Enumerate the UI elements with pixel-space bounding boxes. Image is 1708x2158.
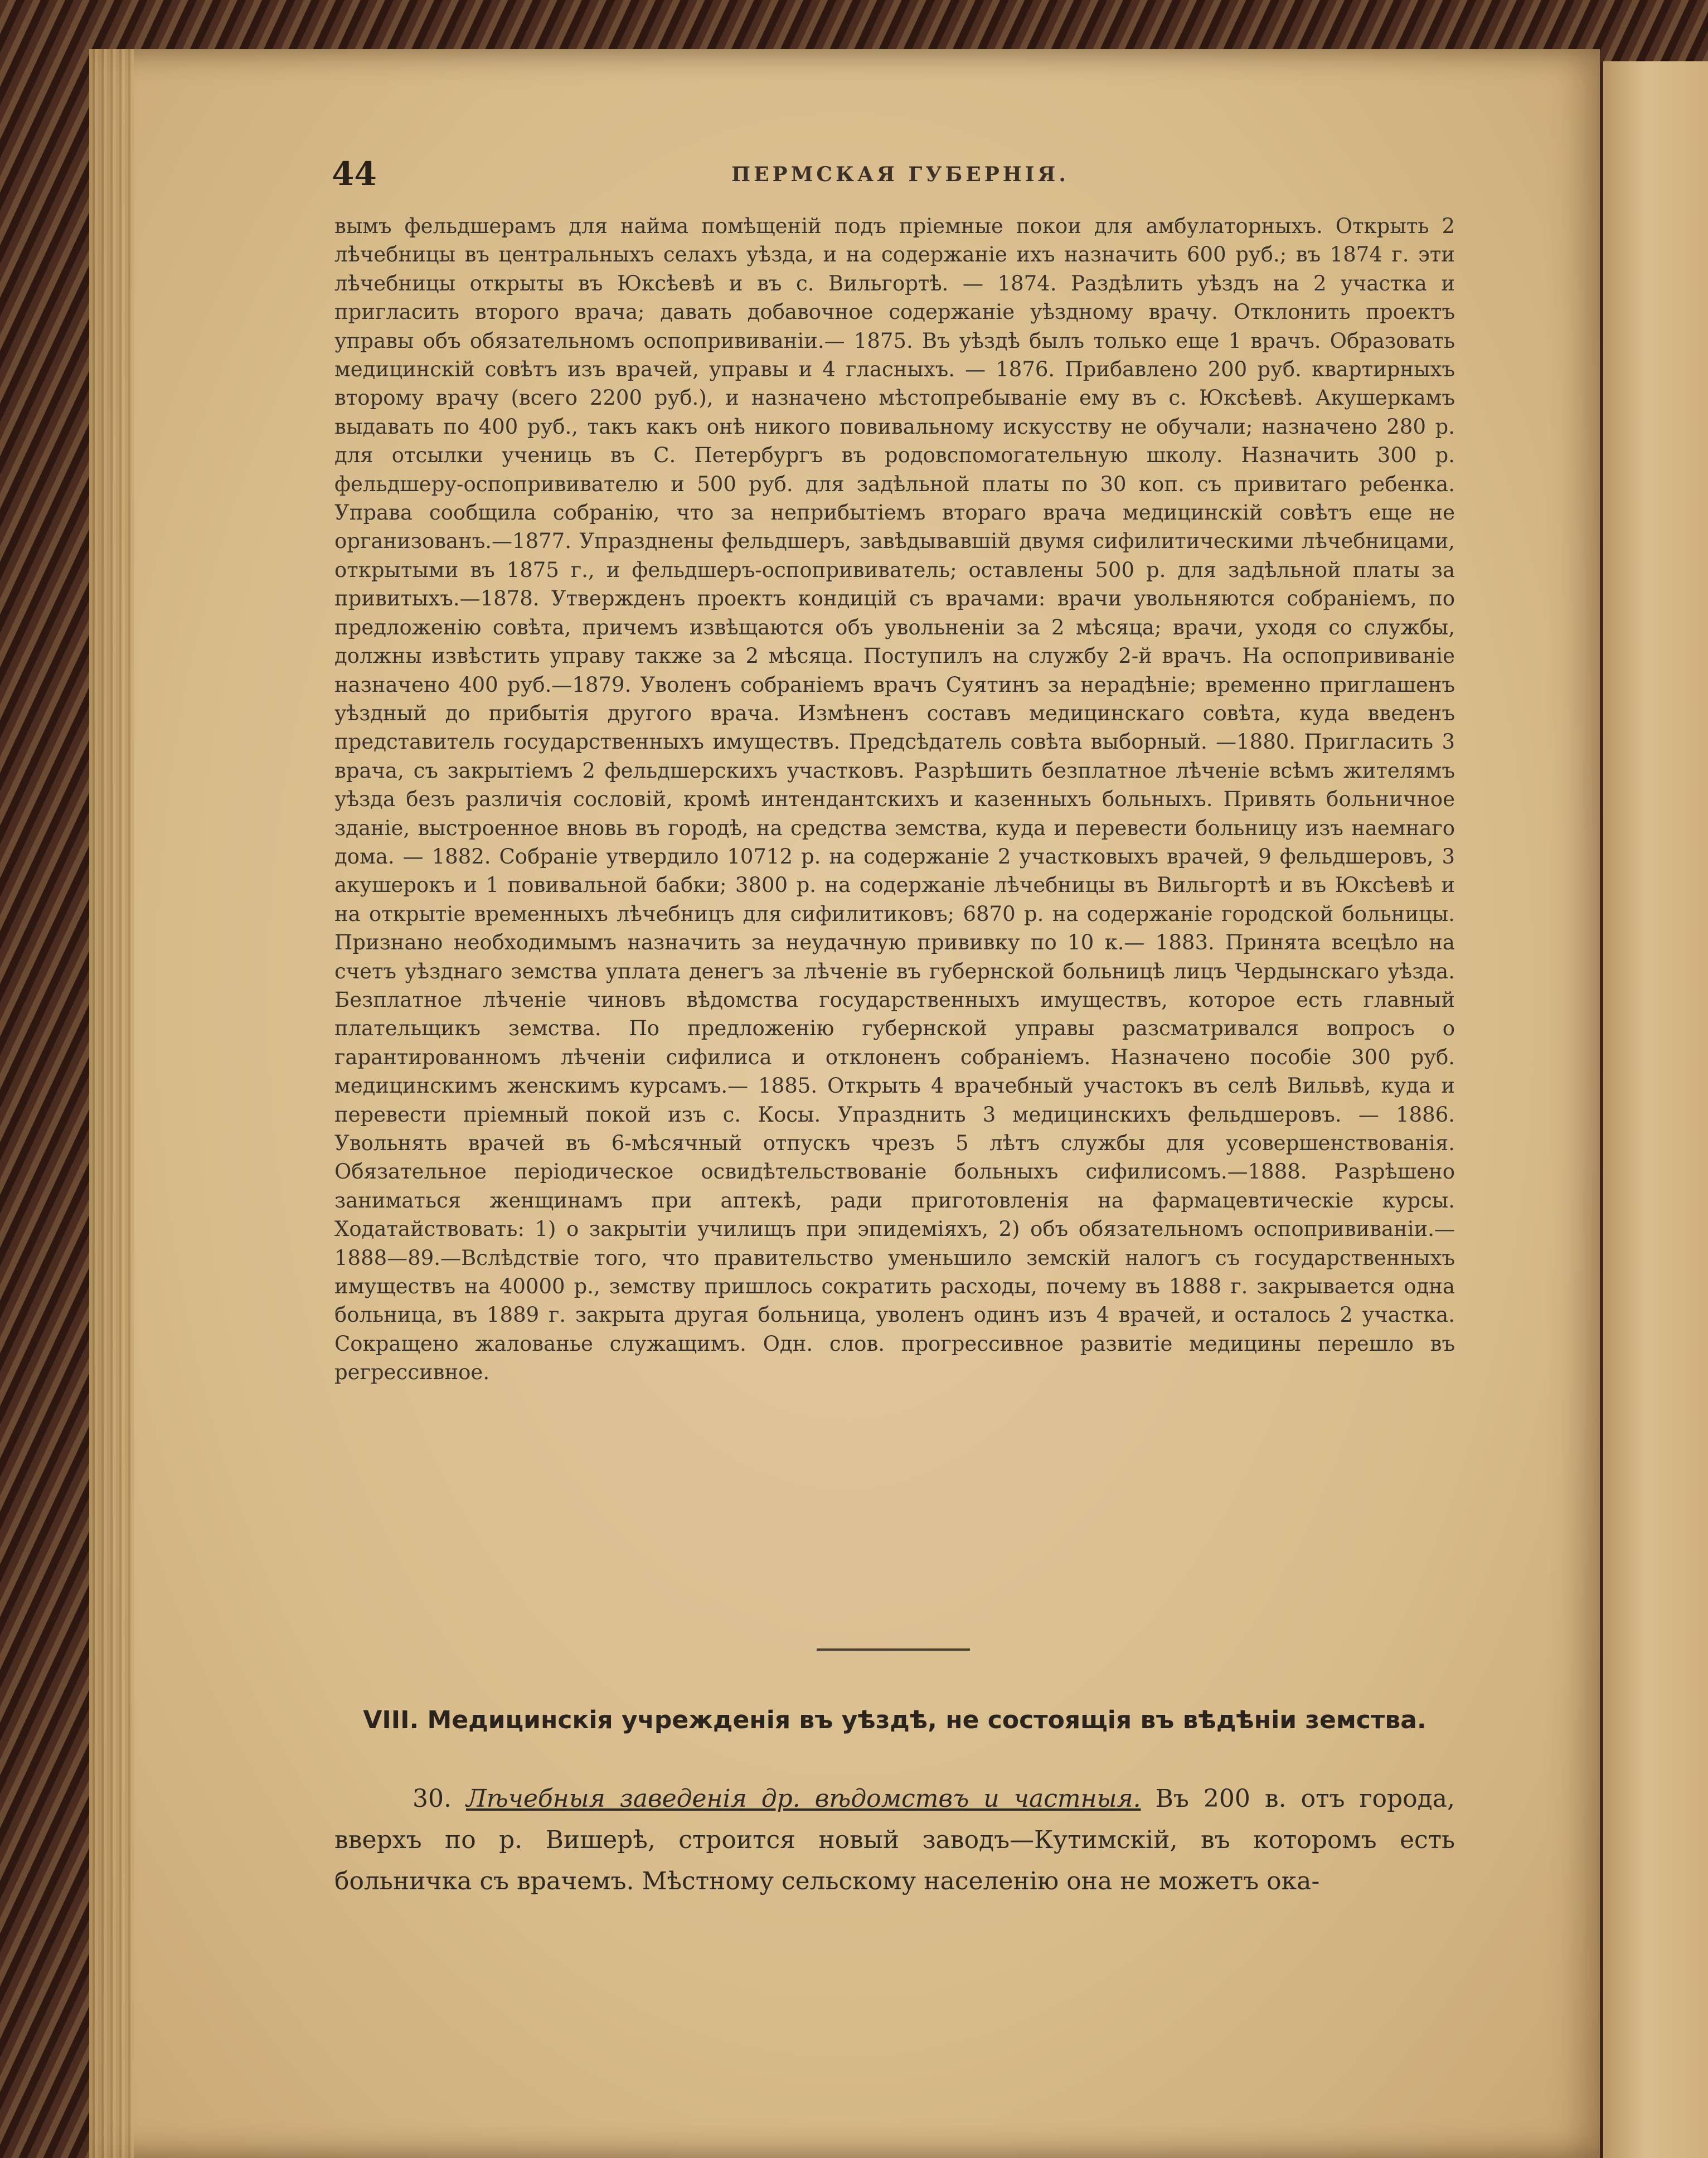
running-head: ПЕРМСКАЯ ГУБЕРНІЯ.: [731, 163, 1069, 186]
facing-page-edge: [1600, 61, 1708, 2158]
section-paragraph: [334, 1778, 1455, 1902]
section-text: Въ 200 в. отъ города, вверхъ по р. Вишерѣ, строится новый заводъ—Кутимскій, въ которомъ есть больничка съ врачемъ. Мѣстному сельскому населенію она не можетъ ока-: [334, 1784, 1455, 1895]
section-title: VIII. Медицинскія учрежденія въ уѣздѣ, не состоящія въ вѣдѣніи земства.: [363, 1706, 1426, 1734]
page-header: [332, 155, 1469, 200]
page-stack-edges: [89, 49, 134, 2158]
page-number: 44: [332, 155, 377, 193]
section-divider: [817, 1648, 970, 1651]
main-text-block: [334, 212, 1455, 1387]
section-italic-heading: Лѣчебныя заведенія др. вѣдомствъ и частныя.: [465, 1784, 1141, 1813]
section-body: [334, 1778, 1455, 1902]
section-number: 30.: [413, 1784, 452, 1813]
body-paragraph: вымъ фельдшерамъ для найма помѣщеній подъ пріемные покои для амбулаторныхъ. Открыть 2 лѣчебницы въ центральныхъ селахъ уѣзда, и на содержаніе ихъ назначить 600 руб.; въ 1874 г. эти лѣчебницы открыты въ Юксѣевѣ и въ с. Вильгортѣ. — 1874. Раздѣлить уѣздъ на 2 участка и пригласить второго врача; давать добавочное содержаніе уѣздному врачу. Отклонить проектъ управы объ обязательномъ оспопрививаніи.— 1875. Въ уѣздѣ былъ только еще 1 врачъ. Образовать медицинскій совѣтъ изъ врачей, управы и 4 гласныхъ. — 1876. Прибавлено 200 руб. квартирныхъ второму врачу (всего 2200 руб.), и назначено мѣстопребываніе ему въ с. Юксѣевѣ. Акушеркамъ выдавать по 400 руб., такъ какъ онѣ никого повивальному искусству не обучали; назначено 280 р. для отсылки учениць въ С. Петербургъ въ родовспомогательную школу. Назначить 300 р. фельдшеру-оспопрививателю и 500 руб. для задѣльной платы по 30 коп. съ привитаго ребенка. Управа сообщила собранію, что за неприбытіемъ втораго врача медицинскій совѣтъ еще не организованъ.—1877. Упразднены фельдшеръ, завѣдывавшій двумя сифилитическими лѣчебницами, открытыми въ 1875 г., и фельдшеръ-оспопрививатель; оставлены 500 р. для задѣльной платы за привитыхъ.—1878. Утвержденъ проектъ кондицій съ врачами: врачи увольняются собраніемъ, по предложенію совѣта, причемъ извѣщаются объ увольненіи за 2 мѣсяца; врачи, уходя со службы, должны извѣстить управу также за 2 мѣсяца. Поступилъ на службу 2-й врачъ. На оспопрививаніе назначено 400 руб.—1879. Уволенъ собраніемъ врачъ Суятинъ за нерадѣніе; временно приглашенъ уѣздный до прибытія другого врача. Измѣненъ составъ медицинскаго совѣта, куда введенъ представитель государственныхъ имуществъ. Предсѣдатель совѣта выборный. —1880. Пригласить 3 врача, съ закрытіемъ 2 фельдшерскихъ участковъ. Разрѣшить безплатное лѣченіе всѣмъ жителямъ уѣзда безъ различія сословій, кромѣ интендантскихъ и казенныхъ больныхъ. Привять больничное зданіе, выстроенное вновь въ городѣ, на средства земства, куда и перевести больницу изъ наемнаго дома. — 1882. Собраніе утвердило 10712 р. на содержаніе 2 участковыхъ врачей, 9 фельдшеровъ, 3 акушерокъ и 1 повивальной бабки; 3800 р. на содержаніе лѣчебницы въ Вильгортѣ и въ Юксѣевѣ и на открытіе временныхъ лѣчебницъ для сифилитиковъ; 6870 р. на содержаніе городской больницы. Признано необходимымъ назначить за неудачную прививку по 10 к.— 1883. Принята всецѣло на счетъ уѣзднаго земства уплата денегъ за лѣченіе въ губернской больницѣ лицъ Чердынскаго уѣзда. Безплатное лѣченіе чиновъ вѣдомства государственныхъ имуществъ, которое есть главный плательщикъ земства. По предложенію губернской управы разсматривался вопросъ о гарантированномъ лѣченіи сифилиса и отклоненъ собраніемъ. Назначено пособіе 300 руб. медицинскимъ женскимъ курсамъ.— 1885. Открыть 4 врачебный участокъ въ селѣ Вильвѣ, куда и перевести пріемный покой изъ с. Косы. Упразднить 3 медицинскихъ фельдшеровъ. — 1886. Увольнять врачей въ 6-мѣсячный отпускъ чрезъ 5 лѣтъ службы для усовершенствованія. Обязательное періодическое освидѣтельствованіе больныхъ сифилисомъ.—1888. Разрѣшено заниматься женщинамъ при аптекѣ, ради приготовленія на фармацевтическіе курсы. Ходатайствовать: 1) о закрытіи училищъ при эпидеміяхъ, 2) объ обязательномъ оспопрививаніи.— 1888—89.—Вслѣдствіе того, что правительство уменьшило земскій налогъ съ государственныхъ имуществъ на 40000 р., земству пришлось сократить расходы, почему въ 1888 г. закрывается одна больница, въ 1889 г. закрыта другая больница, уволенъ одинъ изъ 4 врачей, и осталось 2 участка. Сокращено жалованье служащимъ. Одн. слов. прогрессивное развитіе медицины перешло въ регрессивное.: [334, 214, 1455, 1385]
